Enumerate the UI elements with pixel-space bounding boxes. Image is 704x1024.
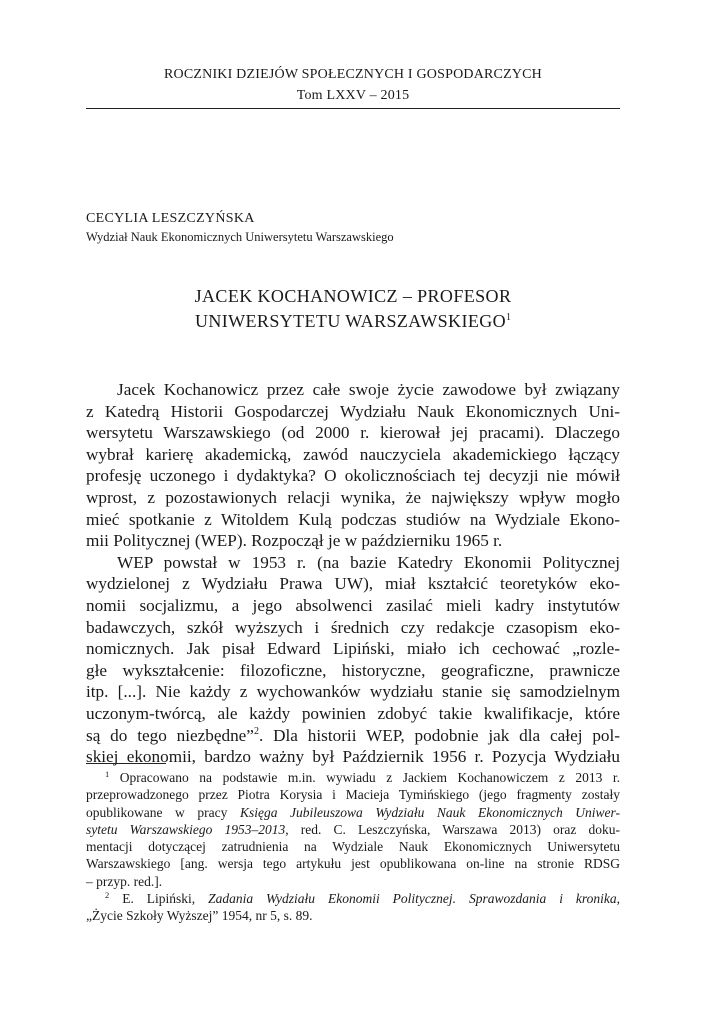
footnote-1-line: przeprowadzonego przez Piotra Korysia i Macieja Tymińskiego (jego fragmenty zostały <box>86 787 620 803</box>
journal-title: ROCZNIKI DZIEJÓW SPOŁECZNYCH I GOSPODARCZYCH <box>164 67 542 82</box>
article-body <box>86 379 620 768</box>
body-line: nomii socjalizmu, a jego absolwenci zasilać mieli kadry instytutów <box>86 595 620 615</box>
footnote-title: Zadania Wydziału Ekonomii Politycznej. Sprawozdania i kronika <box>208 891 617 907</box>
body-line: wydzielonej z Wydziału Prawa UW), miał kształcić teoretyków eko- <box>86 574 620 594</box>
footnote-1-mark: 1 <box>105 769 110 779</box>
title-line-1: JACEK KOCHANOWICZ – PROFESOR <box>194 286 512 306</box>
footnote-1-line <box>86 821 620 838</box>
footnote-ref-2[interactable]: 2 <box>253 725 259 737</box>
body-line: badawczych, szkół wyższych i średnich czy redakcje czasopism eko- <box>86 617 620 637</box>
footnotes <box>86 769 620 925</box>
title-line-2-text: UNIWERSYTETU WARSZAWSKIEGO <box>194 311 507 331</box>
footnote-1-line: mentacji dotyczącej zatrudnienia na Wydziale Nauk Ekonomicznych Uniwersytetu <box>86 839 620 855</box>
footnote-text: Opracowano na podstawie m.in. wywiadu z Jackiem Kochanowiczem z 2013 r. <box>109 770 620 785</box>
body-line: skiej ekonomii, bardzo ważny był Październik 1956 r. Pozycja Wydziału <box>86 747 620 767</box>
footnote-text: opublikowane w pracy <box>86 804 240 820</box>
footnote-text: E. Lipiński, <box>109 891 209 907</box>
footnote-2-mark: 2 <box>105 890 110 901</box>
body-line: z Katedrą Historii Gospodarczej Wydziału Nauk Ekonomicznych Uni- <box>86 401 620 421</box>
paragraph-1 <box>86 379 620 552</box>
footnote-1-line: Warszawskiego [ang. wersja tego artykułu jest opublikowana on-line na stronie RDSG <box>86 856 620 872</box>
article-title <box>86 286 620 332</box>
footnote-title: sytetu Warszawskiego 1953–2013 <box>86 821 286 837</box>
body-line: mii Politycznej (WEP). Rozpoczął je w październiku 1965 r. <box>86 531 503 551</box>
paragraph-2 <box>86 552 620 768</box>
author-affiliation: Wydział Nauk Ekonomicznych Uniwersytetu Warszawskiego <box>86 230 394 244</box>
footnote-rule <box>86 763 166 764</box>
footnote-text: , <box>616 891 621 907</box>
footnote-1-line: – przyp. red.]. <box>86 873 163 889</box>
title-footnote-ref[interactable]: 1 <box>506 312 512 323</box>
body-line <box>86 725 620 747</box>
body-line: profesję uczonego i dydaktyka? O okolicznościach tej decyzji nie mówił <box>86 466 620 486</box>
body-line: itp. [...]. Nie każdy z wychowanków wydziału stanie się samodzielnym <box>86 682 620 702</box>
body-line: uczonym-twórcą, ale każdy powinien zdobyć takie kwalifikacje, które <box>86 703 620 723</box>
body-line: wybrał karierę akademicką, zawód nauczyciela akademickiego łączący <box>86 444 620 464</box>
body-line: mieć spotkanie z Witoldem Kulą podczas studiów na Wydziale Ekono- <box>86 509 620 529</box>
author-name: CECYLIA LESZCZYŃSKA <box>86 211 255 226</box>
body-line: wersytetu Warszawskiego (od 2000 r. kierował jej pracami). Dlaczego <box>86 423 620 443</box>
footnote-2-line: „Życie Szkoły Wyższej” 1954, nr 5, s. 89. <box>86 908 313 924</box>
body-line: wprost, z pozostawionych relacji wynika, że największy wpływ mogło <box>86 487 620 507</box>
footnote-1-line <box>86 769 620 786</box>
body-line: nomicznych. Jak pisał Edward Lipiński, miało ich cechować „rozle- <box>86 639 620 659</box>
title-line-2 <box>86 307 620 332</box>
body-text: są do tego niezbędne” <box>86 725 254 745</box>
body-line: WEP powstał w 1953 r. (na bazie Katedry Ekonomii Politycznej <box>117 552 620 572</box>
body-text: . Dla historii WEP, podobnie jak dla całej pol- <box>258 725 621 745</box>
footnote-2-line <box>86 890 620 907</box>
volume-info: Tom LXXV – 2015 <box>296 88 410 103</box>
footnote-text: , red. C. Leszczyńska, Warszawa 2013) oraz doku- <box>285 821 620 837</box>
body-line: głe wykształcenie: filozoficzne, historyczne, geograficzne, prawnicze <box>86 660 620 680</box>
footnote-1-line <box>86 804 620 821</box>
footnote-title: Księga Jubileuszowa Wydziału Nauk Ekonomicznych Uniwer- <box>239 804 620 820</box>
body-line: Jacek Kochanowicz przez całe swoje życie zawodowe był związany <box>117 380 620 399</box>
header-rule <box>86 108 620 109</box>
